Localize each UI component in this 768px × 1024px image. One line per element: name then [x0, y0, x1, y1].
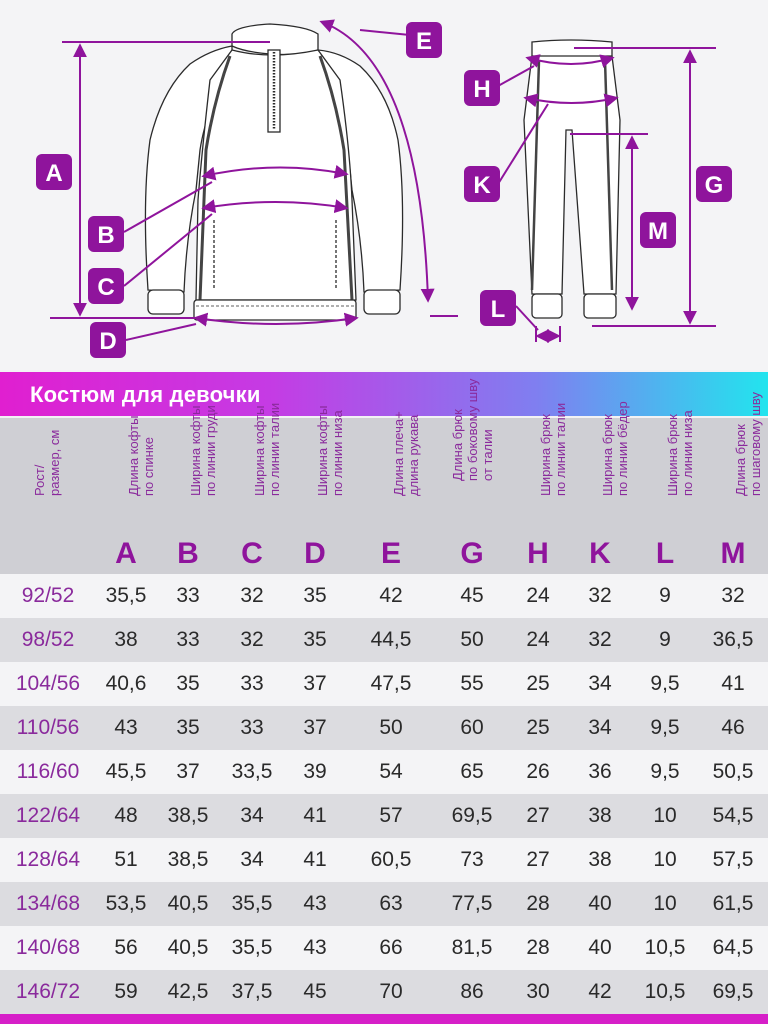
- column-header-M: [698, 392, 768, 574]
- cell-A: 40,6: [105, 672, 147, 695]
- cell-D: 35: [303, 628, 327, 651]
- cell-H: 24: [526, 584, 550, 607]
- cell-A: 59: [114, 980, 138, 1003]
- cell-H: 26: [526, 760, 550, 783]
- column-letter: D: [304, 537, 326, 570]
- table-row: [0, 838, 768, 882]
- diagram-label-A: [36, 154, 72, 190]
- cell-E: 47,5: [370, 672, 412, 695]
- column-letter: C: [241, 537, 263, 570]
- cell-M: 46: [721, 716, 745, 739]
- cell-E: 70: [379, 980, 403, 1003]
- cell-E: 50: [379, 716, 403, 739]
- column-header-size: [0, 418, 96, 574]
- cell-M: 36,5: [712, 628, 754, 651]
- cell-D: 37: [303, 716, 327, 739]
- cell-D: 37: [303, 672, 327, 695]
- svg-text:C: C: [97, 274, 115, 301]
- diagram-label-H: [464, 70, 500, 106]
- cell-K: 40: [588, 892, 612, 915]
- table-row: [0, 574, 768, 618]
- cell-M: 41: [721, 672, 745, 695]
- cell-E: 63: [379, 892, 403, 915]
- table-row: [0, 618, 768, 662]
- cell-size: 128/64: [15, 848, 81, 871]
- column-header-L: [632, 410, 698, 574]
- cell-L: 9,5: [650, 760, 680, 783]
- cell-C: 32: [240, 584, 264, 607]
- svg-text:K: K: [473, 172, 491, 199]
- jacket-drawing: [145, 24, 402, 320]
- cell-L: 10,5: [644, 980, 686, 1003]
- cell-M: 32: [721, 584, 745, 607]
- svg-text:A: A: [45, 160, 63, 187]
- cell-D: 43: [303, 936, 327, 959]
- cell-L: 10: [653, 892, 677, 915]
- cell-K: 38: [588, 804, 612, 827]
- cell-M: 54,5: [712, 804, 754, 827]
- column-header-K: [568, 401, 632, 574]
- column-label: Ширина кофты по линии груди: [188, 405, 218, 496]
- table-row: [0, 794, 768, 838]
- cell-C: 35,5: [231, 936, 273, 959]
- cell-B: 33: [176, 628, 200, 651]
- cell-A: 48: [114, 804, 138, 827]
- diagram-label-E: [406, 22, 442, 58]
- column-header-E: [346, 411, 436, 574]
- cell-G: 60: [460, 716, 484, 739]
- cell-C: 33,5: [231, 760, 273, 783]
- svg-text:B: B: [97, 222, 115, 249]
- cell-K: 32: [588, 628, 612, 651]
- svg-text:L: L: [490, 296, 506, 323]
- diagram-label-D: [90, 322, 126, 358]
- cell-A: 43: [114, 716, 138, 739]
- column-letter: K: [589, 537, 611, 570]
- cell-G: 50: [460, 628, 484, 651]
- cell-C: 34: [240, 848, 264, 871]
- column-label: Ширина брюк по линии низа: [665, 410, 695, 496]
- cell-K: 34: [588, 716, 612, 739]
- cell-D: 41: [303, 848, 327, 871]
- column-label: Ширина брюк по линии талии: [538, 402, 568, 496]
- cell-L: 10,5: [644, 936, 686, 959]
- cell-L: 10: [653, 848, 677, 871]
- cell-L: 9: [659, 584, 671, 607]
- cell-size: 122/64: [15, 804, 81, 827]
- svg-text:D: D: [99, 328, 117, 355]
- cell-size: 104/56: [15, 672, 81, 695]
- cell-B: 38,5: [167, 848, 209, 871]
- diagram-label-B: [88, 216, 124, 252]
- table-row: [0, 926, 768, 970]
- cell-L: 9,5: [650, 716, 680, 739]
- svg-text:E: E: [415, 28, 433, 55]
- cell-A: 35,5: [105, 584, 147, 607]
- cell-B: 35: [176, 672, 200, 695]
- diagram-label-C: [88, 268, 124, 304]
- cell-G: 45: [460, 584, 484, 607]
- size-diagram: [0, 0, 768, 370]
- cell-B: 35: [176, 716, 200, 739]
- column-letter: G: [460, 537, 484, 570]
- cell-size: 116/60: [16, 760, 80, 783]
- cell-H: 25: [526, 672, 550, 695]
- table-row: [0, 706, 768, 750]
- cell-L: 9: [659, 628, 671, 651]
- cell-D: 41: [303, 804, 327, 827]
- cell-B: 38,5: [167, 804, 209, 827]
- cell-M: 64,5: [712, 936, 754, 959]
- cell-H: 28: [526, 936, 550, 959]
- cell-E: 54: [379, 760, 403, 783]
- cell-C: 32: [240, 628, 264, 651]
- cell-A: 51: [114, 848, 138, 871]
- cell-D: 35: [303, 584, 327, 607]
- cell-E: 57: [379, 804, 403, 827]
- cell-A: 38: [114, 628, 138, 651]
- bottom-accent-bar: [0, 1014, 768, 1024]
- cell-size: 134/68: [15, 892, 81, 915]
- cell-size: 140/68: [15, 936, 81, 959]
- cell-C: 37,5: [231, 980, 273, 1003]
- cell-B: 40,5: [167, 936, 209, 959]
- cell-C: 35,5: [231, 892, 273, 915]
- cell-size: 110/56: [16, 716, 80, 739]
- diagram-label-L: [480, 290, 516, 326]
- column-header-H: [508, 402, 568, 574]
- cell-A: 53,5: [105, 892, 147, 915]
- column-label: Ширина брюк по линии бёдер: [600, 401, 630, 496]
- cell-E: 44,5: [370, 628, 412, 651]
- cell-G: 65: [460, 760, 484, 783]
- cell-E: 42: [379, 584, 403, 607]
- cell-C: 33: [240, 716, 264, 739]
- cell-H: 28: [526, 892, 550, 915]
- cell-G: 55: [460, 672, 484, 695]
- cell-size: 92/52: [21, 584, 75, 607]
- cell-D: 39: [303, 760, 327, 783]
- cell-E: 60,5: [370, 848, 412, 871]
- column-header-G: [436, 378, 508, 574]
- cell-A: 45,5: [105, 760, 147, 783]
- column-label: Длина плеча+ длина рукава: [391, 411, 421, 496]
- column-label: Ширина кофты по линии талии: [252, 402, 282, 496]
- diagram-label-G: [696, 166, 732, 202]
- diagram-label-K: [464, 166, 500, 202]
- cell-K: 40: [588, 936, 612, 959]
- table-row: [0, 882, 768, 926]
- cell-size: 146/72: [15, 980, 81, 1003]
- garment-sketch: [0, 0, 768, 370]
- column-header-A: [96, 415, 156, 574]
- cell-B: 40,5: [167, 892, 209, 915]
- size-table-body: [0, 574, 768, 1014]
- pants-drawing: [524, 40, 620, 318]
- cell-M: 57,5: [712, 848, 754, 871]
- cell-M: 69,5: [712, 980, 754, 1003]
- column-letter: A: [115, 537, 137, 570]
- table-row: [0, 750, 768, 794]
- cell-G: 69,5: [451, 804, 493, 827]
- column-label: Рост/ размер, см: [32, 429, 62, 496]
- diagram-label-M: [640, 212, 676, 248]
- cell-H: 25: [526, 716, 550, 739]
- cell-G: 77,5: [451, 892, 493, 915]
- table-row: [0, 970, 768, 1014]
- cell-M: 50,5: [712, 760, 754, 783]
- column-letter: E: [380, 537, 401, 570]
- svg-text:H: H: [473, 76, 491, 103]
- column-letter: L: [655, 537, 675, 570]
- page-title: Костюм для девочки: [30, 382, 261, 407]
- cell-H: 27: [526, 804, 550, 827]
- cell-G: 86: [460, 980, 484, 1003]
- column-header-C: [220, 402, 284, 574]
- cell-D: 43: [303, 892, 327, 915]
- cell-K: 32: [588, 584, 612, 607]
- cell-B: 42,5: [167, 980, 209, 1003]
- cell-D: 45: [303, 980, 327, 1003]
- cell-H: 30: [526, 980, 550, 1003]
- cell-L: 10: [653, 804, 677, 827]
- cell-G: 81,5: [451, 936, 493, 959]
- cell-M: 61,5: [712, 892, 754, 915]
- cell-E: 66: [379, 936, 403, 959]
- cell-K: 34: [588, 672, 612, 695]
- cell-B: 37: [176, 760, 200, 783]
- svg-text:M: M: [648, 218, 668, 245]
- column-label: Длина брюк по боковому шву от талии: [450, 378, 496, 481]
- column-label: Ширина кофты по линии низа: [315, 405, 345, 496]
- cell-B: 33: [176, 584, 200, 607]
- cell-A: 56: [114, 936, 138, 959]
- cell-H: 24: [526, 628, 550, 651]
- cell-H: 27: [526, 848, 550, 871]
- column-label: Длина брюк по шаговому шву: [733, 392, 763, 496]
- svg-text:G: G: [704, 172, 724, 199]
- cell-C: 33: [240, 672, 264, 695]
- cell-K: 42: [588, 980, 612, 1003]
- cell-K: 36: [588, 760, 612, 783]
- cell-G: 73: [460, 848, 484, 871]
- column-header-B: [156, 405, 220, 574]
- table-row: [0, 662, 768, 706]
- cell-K: 38: [588, 848, 612, 871]
- cell-size: 98/52: [21, 628, 75, 651]
- column-header-D: [284, 405, 346, 574]
- cell-C: 34: [240, 804, 264, 827]
- cell-L: 9,5: [650, 672, 680, 695]
- title-banner: [0, 372, 768, 416]
- column-letter: H: [527, 537, 549, 570]
- column-letter: B: [177, 537, 199, 570]
- column-letter: M: [720, 537, 746, 570]
- column-label: Длина кофты по спинке: [126, 415, 156, 496]
